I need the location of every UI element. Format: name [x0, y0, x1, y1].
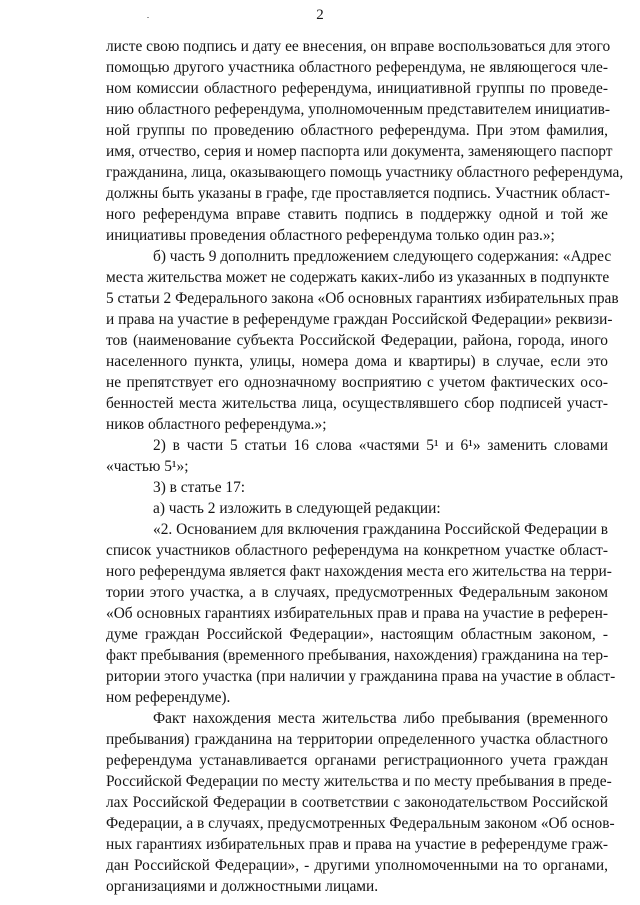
text-line: инициативы проведения областного референдума только один раз.»; — [106, 227, 555, 244]
text-line: пребывания) гражданина на территории определенного участка областного — [106, 731, 608, 748]
text-line: 3) в статье 17: — [153, 479, 246, 496]
text-line: 2) в части 5 статьи 16 слова «частями 5¹ и 6¹» заменить словами — [153, 437, 608, 454]
text-line: факт пребывания (временного пребывания, нахождения) гражданина на тер- — [106, 647, 609, 664]
text-line: Факт нахождения места жительства либо пребывания (временного — [153, 710, 608, 727]
text-line: «Об основных гарантиях избирательных прав и права на участие в референ- — [106, 605, 608, 622]
text-line: а) часть 2 изложить в следующей редакции: — [153, 500, 441, 517]
text-line: листе свою подпись и дату ее внесения, он вправе воспользоваться для этого — [106, 38, 611, 55]
text-line: думе граждан Российской Федерации», настоящим областным законом, - — [106, 626, 608, 643]
text-line: нию областного референдума, уполномоченным представителем инициатив- — [106, 101, 611, 118]
text-line: дан Российской Федерации», - другими уполномоченными на то органами, — [106, 857, 608, 874]
text-line: помощью другого участника областного референдума, не являющегося чле- — [106, 59, 608, 76]
text-line: и права на участие в референдуме граждан Российской Федерации» реквизи- — [106, 311, 613, 328]
text-line: ного референдума является факт нахождения места его жительства на терри- — [106, 563, 612, 580]
text-line: б) часть 9 дополнить предложением следующего содержания: «Адрес — [153, 248, 612, 265]
text-line: референдума устанавливается органами регистрационного учета граждан — [106, 752, 608, 769]
text-line: тории этого участка, а в случаях, предусмотренных Федеральным законом — [106, 584, 608, 601]
text-line: не препятствует его однозначному восприятию с учетом фактических осо- — [106, 374, 608, 391]
text-line: Федерации, а в случаях, предусмотренных Федеральным законом «Об основ- — [106, 815, 615, 832]
text-line: ритории этого участка (при наличии у гражданина права на участие в област- — [106, 668, 616, 685]
text-line: места жительства может не содержать каких-либо из указанных в подпункте — [106, 269, 610, 286]
text-line: Российской Федерации по месту жительства и по месту пребывания в преде- — [106, 773, 612, 790]
text-line: список участников областного референдума на конкретном участке област- — [106, 542, 608, 559]
text-line: лах Российской Федерации в соответствии с законодательством Российской — [106, 794, 608, 811]
text-line: ном референдуме). — [106, 689, 231, 706]
text-line: ных гарантиях избирательных прав и права на участие в референдуме граж- — [106, 836, 608, 853]
text-line: ном комиссии областного референдума, инициативной группы по проведе- — [106, 80, 608, 97]
text-line: «частью 5¹»; — [106, 458, 189, 475]
text-line: имя, отчество, серия и номер паспорта или документа, заменяющего паспорт — [106, 143, 613, 160]
text-line: 5 статьи 2 Федерального закона «Об основных гарантиях избирательных прав — [106, 290, 619, 307]
text-line: населенного пункта, улицы, номера дома и квартиры) в случае, если это — [106, 353, 608, 370]
text-line: тов (наименование субъекта Российской Федерации, района, города, иного — [106, 332, 608, 349]
text-line: организациями и должностными лицами. — [106, 878, 379, 895]
text-line: ников областного референдума.»; — [106, 416, 327, 433]
text-line: гражданина, лица, оказывающего помощь участнику областного референдума, — [106, 164, 624, 181]
page-number: 2 — [316, 7, 324, 23]
text-line: бенностей места жительства лица, осуществлявшего сбор подписей участ- — [106, 395, 608, 412]
text-line: «2. Основанием для включения гражданина Российской Федерации в — [153, 521, 608, 538]
text-line: ного референдума вправе ставить подпись в поддержку одной и той же — [106, 206, 608, 223]
text-line: ной группы по проведению областного референдума. При этом фамилия, — [106, 122, 608, 139]
text-line: должны быть указаны в графе, где проставляется подпись. Участник област- — [106, 185, 610, 202]
